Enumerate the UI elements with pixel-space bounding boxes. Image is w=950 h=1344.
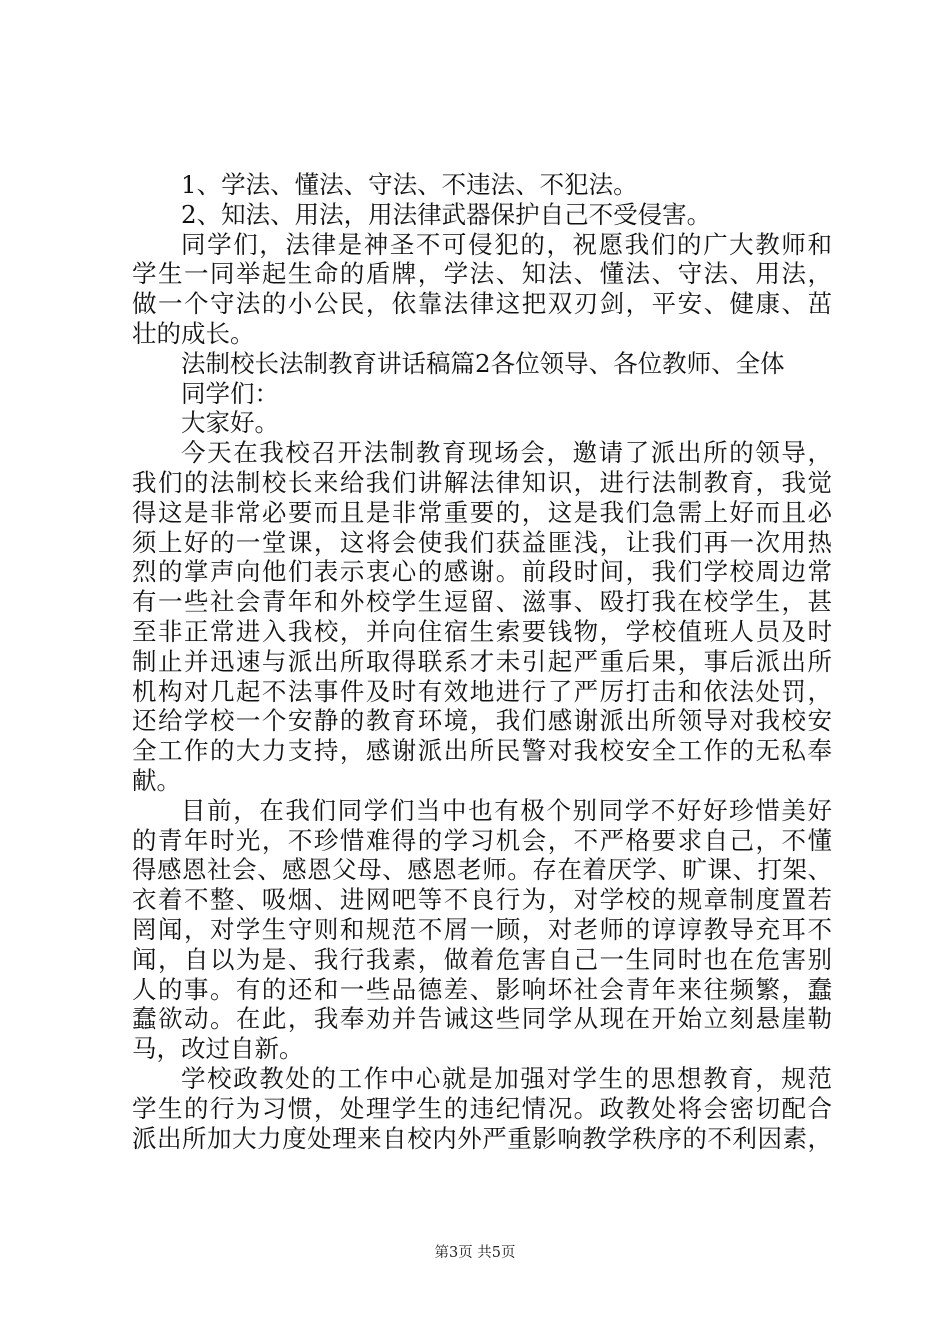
text-line: 同学们： bbox=[181, 378, 279, 408]
text-line: 同学们，法律是神圣不可侵犯的，祝愿我们的广大教师和 bbox=[181, 229, 832, 259]
text-line: 学生的行为习惯，处理学生的违纪情况。政教处将会密切配合 bbox=[132, 1093, 832, 1123]
text-line: 献。 bbox=[132, 765, 181, 795]
text-line: 烈的掌声向他们表示衷心的感谢。前段时间，我们学校周边常 bbox=[132, 557, 832, 587]
text-line: 今天在我校召开法制教育现场会，邀请了派出所的领导， bbox=[181, 438, 832, 468]
text-line: 学校政教处的工作中心就是加强对学生的思想教育，规范 bbox=[181, 1063, 832, 1093]
text-line: 还给学校一个安静的教育环境，我们感谢派出所领导对我校安 bbox=[132, 706, 832, 736]
text-line: 人的事。有的还和一些品德差、影响坏社会青年来往频繁，蠢 bbox=[132, 974, 832, 1004]
text-line: 学生一同举起生命的盾牌，学法、知法、懂法、守法、用法， bbox=[132, 259, 832, 289]
text-line: 至非正常进入我校，并向住宿生索要钱物，学校值班人员及时 bbox=[132, 616, 832, 646]
text-line: 闻，自以为是、我行我素，做着危害自己一生同时也在危害别 bbox=[132, 944, 832, 974]
text-line: 我们的法制校长来给我们讲解法律知识，进行法制教育，我觉 bbox=[132, 467, 832, 497]
text-line: 大家好。 bbox=[181, 408, 279, 438]
text-line: 得感恩社会、感恩父母、感恩老师。存在着厌学、旷课、打架、 bbox=[132, 855, 832, 885]
document-body bbox=[132, 170, 832, 1153]
text-line: 制止并迅速与派出所取得联系才未引起严重后果，事后派出所 bbox=[132, 646, 832, 676]
text-line: 法制校长法制教育讲话稿篇2各位领导、各位教师、全体 bbox=[181, 348, 785, 378]
text-line: 目前，在我们同学们当中也有极个别同学不好好珍惜美好 bbox=[181, 795, 832, 825]
text-line: 做一个守法的小公民，依靠法律这把双刃剑，平安、健康、茁 bbox=[132, 289, 832, 319]
text-line: 壮的成长。 bbox=[132, 318, 255, 348]
text-line: 1、学法、懂法、守法、不违法、不犯法。 bbox=[181, 170, 638, 199]
text-line: 马，改过自新。 bbox=[132, 1034, 304, 1064]
text-line: 得这是非常必要而且是非常重要的，这是我们急需上好而且必 bbox=[132, 497, 832, 527]
text-line: 派出所加大力度处理来自校内外严重影响教学秩序的不利因素， bbox=[132, 1123, 832, 1153]
text-line: 机构对几起不法事件及时有效地进行了严厉打击和依法处罚， bbox=[132, 676, 832, 706]
text-line: 全工作的大力支持，感谢派出所民警对我校安全工作的无私奉 bbox=[132, 736, 832, 766]
text-line: 蠢欲动。在此，我奉劝并告诫这些同学从现在开始立刻悬崖勒 bbox=[132, 1004, 832, 1034]
text-line: 须上好的一堂课，这将会使我们获益匪浅，让我们再一次用热 bbox=[132, 527, 832, 557]
text-line: 2、知法、用法，用法律武器保护自己不受侵害。 bbox=[181, 199, 712, 229]
page-number-label: 第3页 共5页 bbox=[434, 1245, 516, 1261]
text-line: 衣着不整、吸烟、进网吧等不良行为，对学校的规章制度置若 bbox=[132, 885, 832, 915]
text-line: 有一些社会青年和外校学生逗留、滋事、殴打我在校学生，甚 bbox=[132, 587, 832, 617]
text-line: 的青年时光，不珍惜难得的学习机会，不严格要求自己，不懂 bbox=[132, 825, 832, 855]
page-footer bbox=[0, 1244, 950, 1262]
text-line: 罔闻，对学生守则和规范不屑一顾，对老师的谆谆教导充耳不 bbox=[132, 914, 832, 944]
